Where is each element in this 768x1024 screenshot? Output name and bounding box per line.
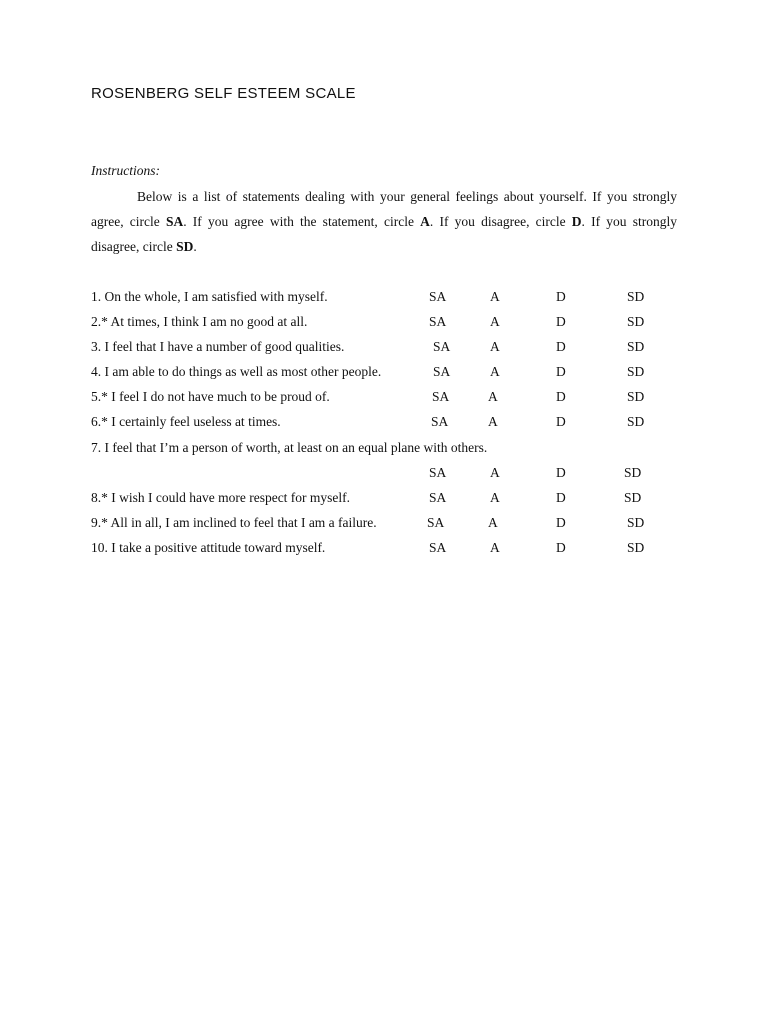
option-a-2[interactable]: A: [490, 314, 500, 329]
scale-item-7-options: [0, 465, 768, 487]
option-d-9[interactable]: D: [556, 515, 566, 530]
option-sa-8[interactable]: SA: [429, 490, 447, 505]
option-sd-10[interactable]: SD: [627, 540, 645, 555]
page-title: ROSENBERG SELF ESTEEM SCALE: [91, 85, 356, 102]
scale-item-7: [0, 440, 768, 462]
option-d-1[interactable]: D: [556, 289, 566, 304]
option-sd-7[interactable]: SD: [624, 465, 642, 480]
item-statement: 6.* I certainly feel useless at times.: [91, 414, 281, 429]
instructions-label: Instructions:: [91, 163, 160, 178]
scale-item-8: [0, 490, 768, 512]
option-sa-7[interactable]: SA: [429, 465, 447, 480]
option-d-6[interactable]: D: [556, 414, 566, 429]
option-d-4[interactable]: D: [556, 364, 566, 379]
option-a-9[interactable]: A: [488, 515, 498, 530]
scale-item-6: [0, 414, 768, 436]
item-statement: 2.* At times, I think I am no good at all.: [91, 314, 308, 329]
option-sd-8[interactable]: SD: [624, 490, 642, 505]
instructions-sd: SD: [176, 239, 194, 255]
option-sa-5[interactable]: SA: [432, 389, 450, 404]
option-sd-5[interactable]: SD: [627, 389, 645, 404]
instructions-part: Below is a list of statements dealing with your general feelings about yourself. If you strongly agree, circle: [91, 189, 677, 230]
option-sd-2[interactable]: SD: [627, 314, 645, 329]
option-a-5[interactable]: A: [488, 389, 498, 404]
scale-item-10: [0, 540, 768, 562]
scale-item-1: [0, 289, 768, 311]
option-a-10[interactable]: A: [490, 540, 500, 555]
option-sd-6[interactable]: SD: [627, 414, 645, 429]
option-sa-2[interactable]: SA: [429, 314, 447, 329]
item-statement: 10. I take a positive attitude toward myself.: [91, 540, 326, 555]
instructions-sa: SA: [165, 214, 184, 230]
scale-item-5: [0, 389, 768, 411]
option-sa-10[interactable]: SA: [429, 540, 447, 555]
instructions-d: D: [571, 214, 582, 230]
option-d-8[interactable]: D: [556, 490, 566, 505]
option-d-7[interactable]: D: [556, 465, 566, 480]
option-a-1[interactable]: A: [490, 289, 500, 304]
item-statement: 1. On the whole, I am satisfied with myself.: [91, 289, 328, 304]
item-statement: 3. I feel that I have a number of good qualities.: [91, 339, 345, 354]
instructions-part: . If you agree with the statement, circle: [183, 214, 421, 230]
instructions-part: . If you disagree, circle: [429, 214, 572, 230]
option-a-8[interactable]: A: [490, 490, 500, 505]
instructions-part: . If you strongly disagree, circle: [91, 214, 677, 255]
option-sa-3[interactable]: SA: [433, 339, 451, 354]
item-statement: 9.* All in all, I am inclined to feel that I am a failure.: [91, 515, 377, 530]
option-sa-4[interactable]: SA: [433, 364, 451, 379]
scale-item-9: [0, 515, 768, 537]
option-sd-3[interactable]: SD: [627, 339, 645, 354]
option-d-3[interactable]: D: [556, 339, 566, 354]
option-a-4[interactable]: A: [490, 364, 500, 379]
option-sa-9[interactable]: SA: [427, 515, 445, 530]
option-a-3[interactable]: A: [490, 339, 500, 354]
option-a-6[interactable]: A: [488, 414, 498, 429]
instructions-part: .: [193, 239, 197, 255]
option-sa-1[interactable]: SA: [429, 289, 447, 304]
item-statement: 5.* I feel I do not have much to be proud of.: [91, 389, 330, 404]
item-statement: 7. I feel that I’m a person of worth, at least on an equal plane with others.: [91, 440, 488, 455]
option-sd-9[interactable]: SD: [627, 515, 645, 530]
item-statement: 8.* I wish I could have more respect for myself.: [91, 490, 351, 505]
option-sd-1[interactable]: SD: [627, 289, 645, 304]
option-a-7[interactable]: A: [490, 465, 500, 480]
scale-item-4: [0, 364, 768, 386]
scale-item-2: [0, 314, 768, 336]
option-d-5[interactable]: D: [556, 389, 566, 404]
item-statement: 4. I am able to do things as well as most other people.: [91, 364, 382, 379]
option-d-10[interactable]: D: [556, 540, 566, 555]
option-sa-6[interactable]: SA: [431, 414, 449, 429]
instructions-a: A: [420, 214, 430, 230]
option-sd-4[interactable]: SD: [627, 364, 645, 379]
option-d-2[interactable]: D: [556, 314, 566, 329]
scale-item-3: [0, 339, 768, 361]
